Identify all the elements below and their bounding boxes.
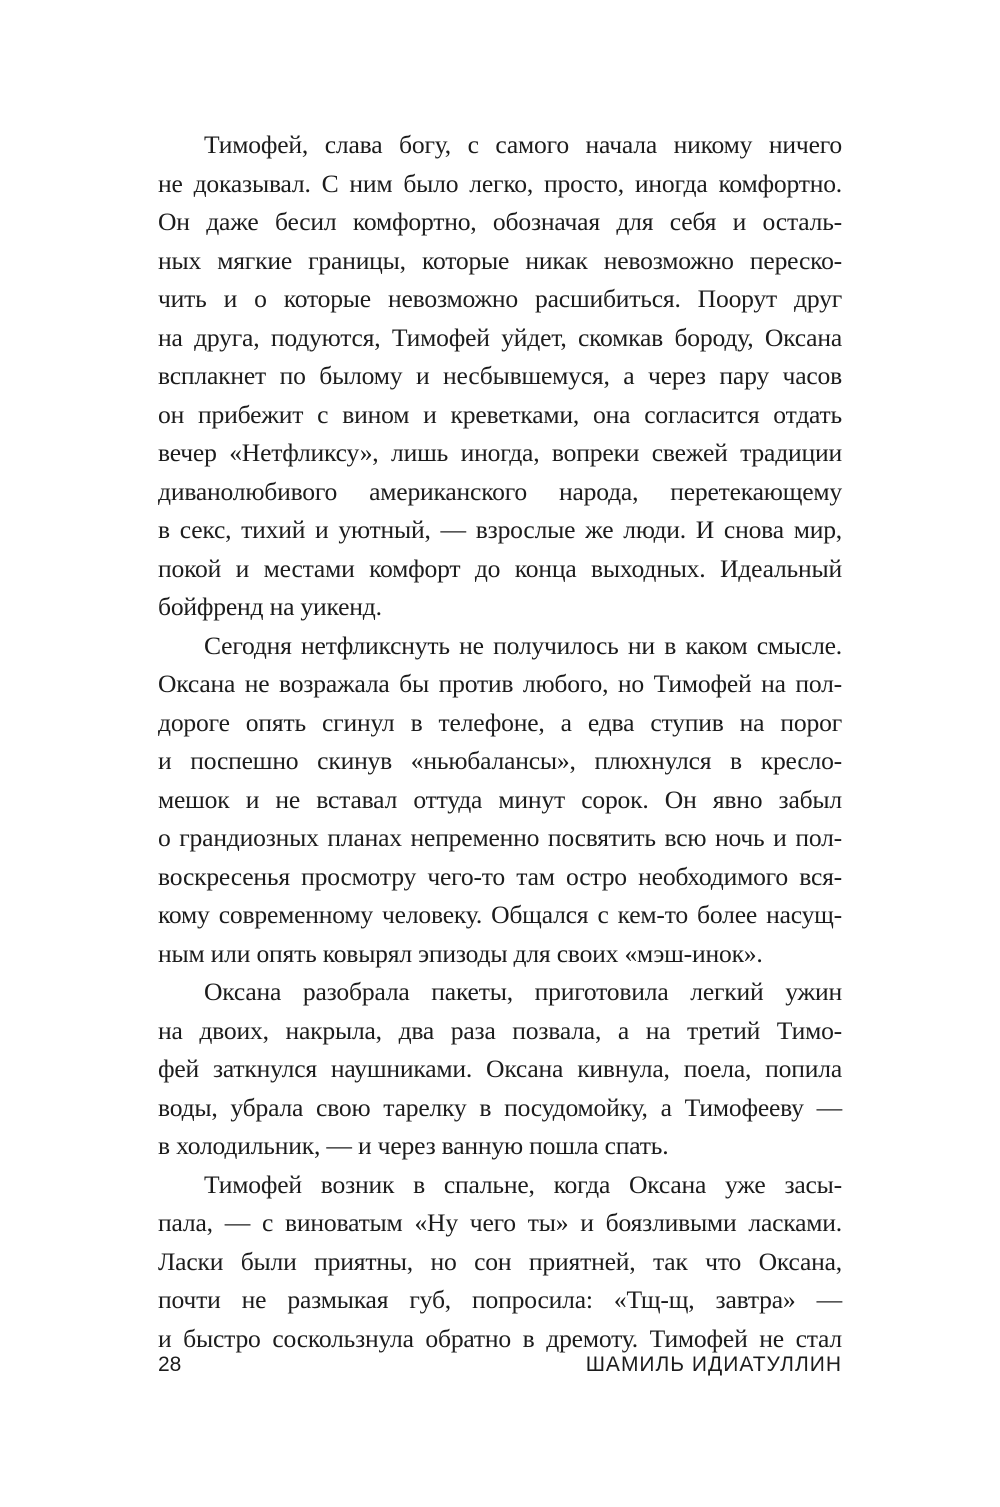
text-line: кому современному человеку. Общался с кем-то более насущ-	[158, 900, 842, 929]
page-number: 28	[158, 1353, 182, 1376]
text-line: фей заткнулся наушниками. Оксана кивнула, поела, попила	[158, 1054, 842, 1083]
text-line: на друга, подуются, Тимофей уйдет, скомкав бороду, Оксана	[158, 322, 842, 352]
text-line: Оксана не возражала бы против любого, но Тимофей на пол-	[158, 669, 842, 698]
text-line: ным или опять ковырял эпизоды для своих «мэш-инок».	[158, 938, 763, 968]
text-line: пала, — с виноватым «Ну чего ты» и боязливыми ласками.	[158, 1208, 842, 1237]
text-line: всплакнет по былому и несбывшемуся, а через пару часов	[158, 361, 842, 390]
text-line: вечер «Нетфликсу», лишь иногда, вопреки свежей традиции	[158, 438, 842, 467]
text-line: он прибежит с вином и креветками, она согласится отдать	[158, 399, 842, 429]
text-line: воды, убрала свою тарелку в посудомойку, а Тимофееву —	[158, 1092, 842, 1122]
text-line: в холодильник, — и через ванную пошла спать.	[158, 1131, 669, 1160]
text-line: Оксана разобрала пакеты, приготовила легкий ужин	[204, 977, 842, 1006]
text-line: Ласки были приятны, но сон приятней, так что Оксана,	[158, 1246, 842, 1276]
text-line: почти не размыкая губ, попросила: «Тщ-щ, завтра» —	[158, 1285, 842, 1314]
running-head-author: ШАМИЛЬ ИДИАТУЛЛИН	[585, 1353, 842, 1376]
text-line: Сегодня нетфликснуть не получилось ни в каком смысле.	[204, 630, 842, 660]
text-line: ных мягкие границы, которые никак невозможно переско-	[158, 245, 842, 275]
text-line: и поспешно скинув «ньюбалансы», плюхнулся в кресло-	[158, 746, 842, 775]
text-line: покой и местами комфорт до конца выходных. Идеальный	[158, 553, 842, 583]
body-text	[158, 126, 842, 1358]
text-line: бойфренд на уикенд.	[158, 592, 382, 621]
text-line: чить и о которые невозможно расшибиться. Поорут друг	[158, 284, 842, 313]
text-line: и быстро соскользнула обратно в дремоту. Тимофей не стал	[158, 1323, 842, 1353]
text-line: воскресенья просмотру чего-то там остро необходимого вся-	[158, 861, 842, 891]
text-line: диванолюбивого американского народа, перетекающему	[158, 476, 842, 506]
text-line: на двоих, накрыла, два раза позвала, а на третий Тимо-	[158, 1015, 842, 1045]
text-line: о грандиозных планах непременно посвятить всю ночь и пол-	[158, 823, 842, 852]
page-footer	[158, 1353, 842, 1383]
text-line: не доказывал. С ним было легко, просто, иногда комфортно.	[158, 168, 842, 198]
text-line: Тимофей возник в спальне, когда Оксана уже засы-	[204, 1169, 842, 1199]
text-line: дороге опять сгинул в телефоне, а едва ступив на порог	[158, 707, 842, 737]
text-line: Он даже бесил комфортно, обозначая для себя и осталь-	[158, 207, 842, 236]
text-line: в секс, тихий и уютный, — взрослые же люди. И снова мир,	[158, 515, 842, 544]
text-line: мешок и не вставал оттуда минут сорок. Он явно забыл	[158, 784, 842, 814]
text-line: Тимофей, слава богу, с самого начала никому ничего	[204, 130, 842, 159]
